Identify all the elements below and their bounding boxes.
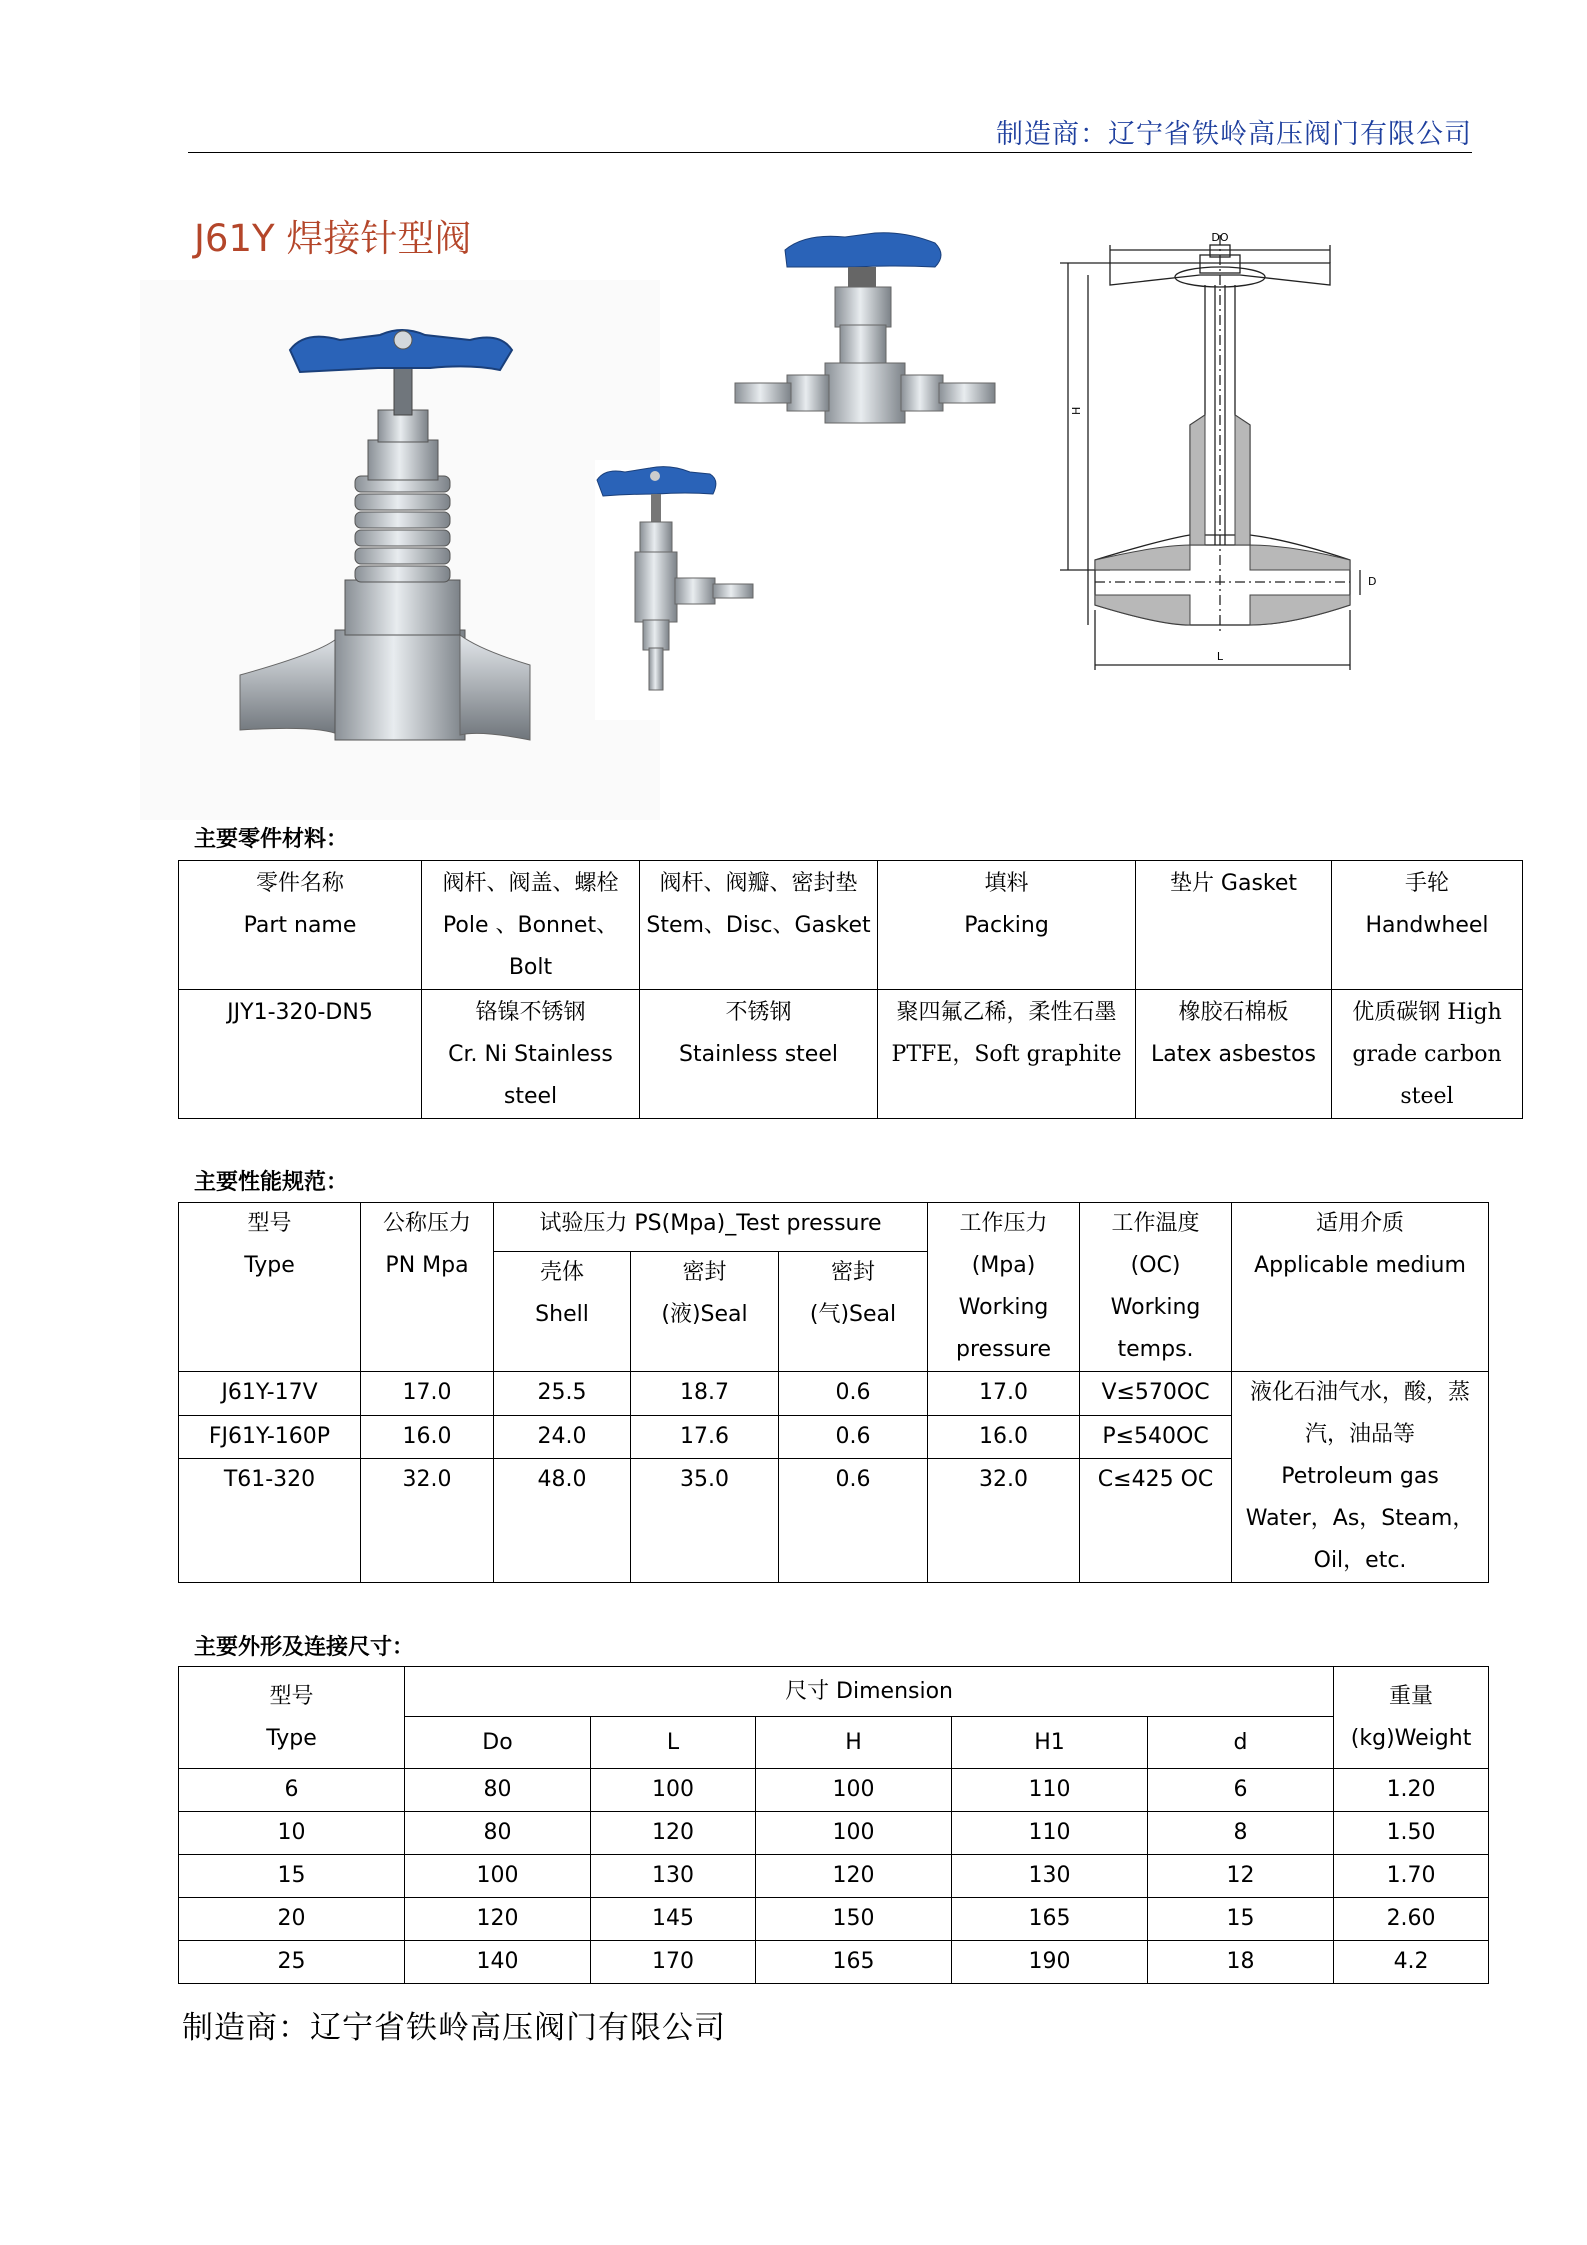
photo-angle-valve xyxy=(595,460,775,720)
materials-cell: 橡胶石棉板 Latex asbestos xyxy=(1136,990,1332,1119)
cell: 32.0 xyxy=(928,1459,1080,1583)
cell: 100 xyxy=(591,1769,756,1812)
materials-heading: 主要零件材料： xyxy=(194,826,349,852)
dim-label-do: DO xyxy=(1211,231,1229,244)
dimensions-table xyxy=(178,1666,1489,1984)
header-h: H xyxy=(756,1717,952,1769)
table-row xyxy=(179,1941,1489,1984)
cell: 145 xyxy=(591,1898,756,1941)
cell: 0.6 xyxy=(779,1459,928,1583)
cell: 130 xyxy=(591,1855,756,1898)
materials-cell: 铬镍不锈钢 Cr. Ni Stainless steel xyxy=(422,990,640,1119)
cell: 0.6 xyxy=(779,1415,928,1459)
performance-heading: 主要性能规范： xyxy=(194,1169,349,1195)
cell: 1.20 xyxy=(1334,1769,1489,1812)
cell: 17.6 xyxy=(631,1415,779,1459)
technical-drawing xyxy=(1050,215,1380,675)
cell: J61Y-17V xyxy=(179,1372,361,1416)
cell: T61-320 xyxy=(179,1459,361,1583)
cell: 18.7 xyxy=(631,1372,779,1416)
performance-table xyxy=(178,1202,1489,1583)
cell: 2.60 xyxy=(1334,1898,1489,1941)
header-l: L xyxy=(591,1717,756,1769)
header-shell: 壳体 Shell xyxy=(494,1251,631,1371)
materials-cell: JJY1-320-DN5 xyxy=(179,990,422,1119)
cell: 100 xyxy=(756,1769,952,1812)
cell: 100 xyxy=(756,1812,952,1855)
cell: 1.50 xyxy=(1334,1812,1489,1855)
cell: FJ61Y-160P xyxy=(179,1415,361,1459)
table-row xyxy=(179,1855,1489,1898)
header-rule xyxy=(188,152,1472,153)
dimensions-heading: 主要外形及连接尺寸： xyxy=(194,1634,415,1660)
header-working-temp: 工作温度 (OC) Working temps. xyxy=(1080,1203,1232,1372)
dim-label-d: D xyxy=(1368,575,1377,588)
materials-header-cell: 垫片 Gasket xyxy=(1136,861,1332,990)
cell: 17.0 xyxy=(361,1372,494,1416)
dim-label-h: H xyxy=(1070,406,1083,415)
cell: C≤425 OC xyxy=(1080,1459,1232,1583)
cell: 140 xyxy=(405,1941,591,1984)
cell: 110 xyxy=(952,1769,1148,1812)
table-row xyxy=(179,1812,1489,1855)
header-type: 型号 Type xyxy=(179,1667,405,1769)
materials-header-row xyxy=(179,861,1523,990)
cell: 17.0 xyxy=(928,1372,1080,1416)
cell: 170 xyxy=(591,1941,756,1984)
cell: 120 xyxy=(405,1898,591,1941)
cell: V≤570OC xyxy=(1080,1372,1232,1416)
cell: 12 xyxy=(1148,1855,1334,1898)
materials-row xyxy=(179,990,1523,1119)
cell: 35.0 xyxy=(631,1459,779,1583)
cell: 10 xyxy=(179,1812,405,1855)
cell: 165 xyxy=(952,1898,1148,1941)
cell: 25.5 xyxy=(494,1372,631,1416)
materials-header-cell: 手轮 Handwheel xyxy=(1332,861,1523,990)
cell: 6 xyxy=(179,1769,405,1812)
materials-header-cell: 阀杆、阀瓣、密封垫 Stem、Disc、Gasket xyxy=(640,861,878,990)
table-row xyxy=(179,1898,1489,1941)
cell: 16.0 xyxy=(928,1415,1080,1459)
header-type: 型号 Type xyxy=(179,1203,361,1372)
header-h1: H1 xyxy=(952,1717,1148,1769)
cell: 1.70 xyxy=(1334,1855,1489,1898)
header-manufacturer: 制造商：辽宁省铁岭高压阀门有限公司 xyxy=(996,119,1472,150)
materials-header-cell: 填料 Packing xyxy=(878,861,1136,990)
cell: 4.2 xyxy=(1334,1941,1489,1984)
header-medium: 适用介质 Applicable medium xyxy=(1232,1203,1489,1372)
page-title: J61Y 焊接针型阀 xyxy=(194,217,472,260)
performance-header-row xyxy=(179,1203,1489,1252)
table-row xyxy=(179,1372,1489,1416)
cell: 18 xyxy=(1148,1941,1334,1984)
cell: 15 xyxy=(1148,1898,1334,1941)
cell: 8 xyxy=(1148,1812,1334,1855)
header-working-pressure: 工作压力 (Mpa) Working pressure xyxy=(928,1203,1080,1372)
cell: 20 xyxy=(179,1898,405,1941)
header-seal-gas: 密封 (气)Seal xyxy=(779,1251,928,1371)
footer-manufacturer: 制造商：辽宁省铁岭高压阀门有限公司 xyxy=(182,2010,726,2046)
photo-straight-valve xyxy=(140,280,660,820)
cell: 150 xyxy=(756,1898,952,1941)
materials-table xyxy=(178,860,1523,1119)
cell: 100 xyxy=(405,1855,591,1898)
cell: 130 xyxy=(952,1855,1148,1898)
cell: 48.0 xyxy=(494,1459,631,1583)
cell: 80 xyxy=(405,1769,591,1812)
cell: 80 xyxy=(405,1812,591,1855)
header-test-pressure: 试验压力 PS(Mpa)_Test pressure xyxy=(494,1203,928,1252)
materials-cell: 不锈钢 Stainless steel xyxy=(640,990,878,1119)
cell: 120 xyxy=(756,1855,952,1898)
header-pn: 公称压力 PN Mpa xyxy=(361,1203,494,1372)
cell: 6 xyxy=(1148,1769,1334,1812)
cell: 190 xyxy=(952,1941,1148,1984)
header-do: Do xyxy=(405,1717,591,1769)
cell: 0.6 xyxy=(779,1372,928,1416)
dimensions-header-row xyxy=(179,1667,1489,1717)
materials-cell: 聚四氟乙稀，柔性石墨 PTFE，Soft graphite xyxy=(878,990,1136,1119)
header-d: d xyxy=(1148,1717,1334,1769)
medium-cell: 液化石油气水，酸，蒸汽，油品等 Petroleum gas Water，As，Steam，Oil，etc. xyxy=(1232,1372,1489,1583)
materials-cell: 优质碳钢 High grade carbon steel xyxy=(1332,990,1523,1119)
cell: 24.0 xyxy=(494,1415,631,1459)
header-weight: 重量 (kg)Weight xyxy=(1334,1667,1489,1769)
cell: 25 xyxy=(179,1941,405,1984)
table-row xyxy=(179,1769,1489,1812)
dim-label-l: L xyxy=(1216,650,1224,663)
cell: P≤540OC xyxy=(1080,1415,1232,1459)
cell: 16.0 xyxy=(361,1415,494,1459)
materials-header-cell: 阀杆、阀盖、螺栓 Pole 、Bonnet、Bolt xyxy=(422,861,640,990)
cell: 15 xyxy=(179,1855,405,1898)
header-dimension: 尺寸 Dimension xyxy=(405,1667,1334,1717)
header-seal-liquid: 密封 (液)Seal xyxy=(631,1251,779,1371)
cell: 120 xyxy=(591,1812,756,1855)
cell: 110 xyxy=(952,1812,1148,1855)
photo-weld-valve xyxy=(725,225,1015,455)
cell: 32.0 xyxy=(361,1459,494,1583)
materials-header-cell: 零件名称 Part name xyxy=(179,861,422,990)
cell: 165 xyxy=(756,1941,952,1984)
